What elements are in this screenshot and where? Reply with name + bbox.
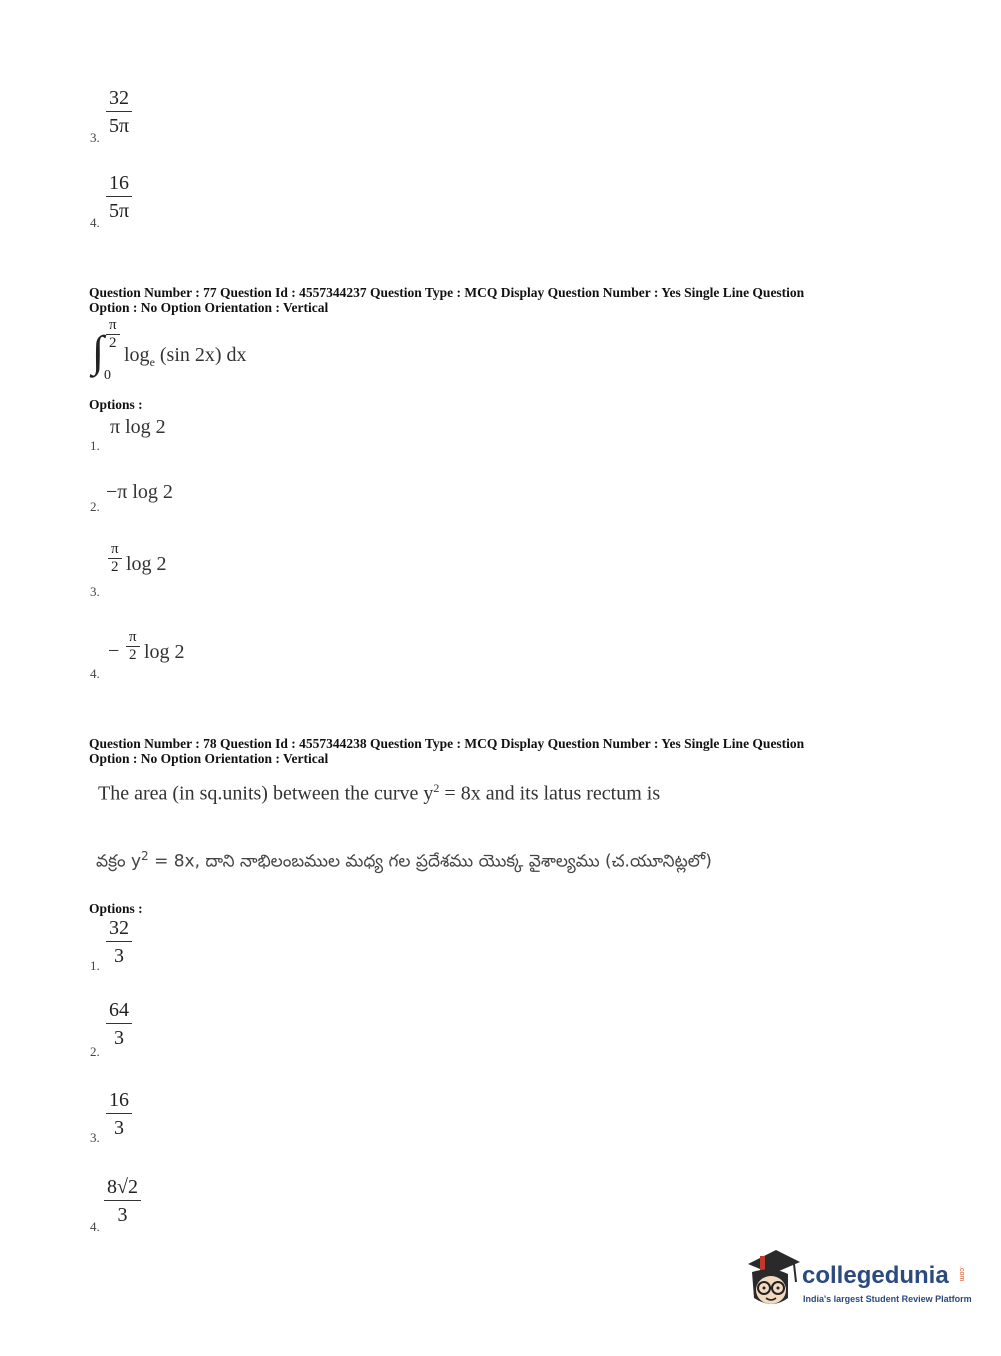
lower-limit: 0	[104, 368, 111, 383]
logo-com: .com	[958, 1266, 965, 1282]
option-number: 4.	[90, 666, 100, 681]
fraction	[106, 173, 132, 221]
option-suffix: log 2	[144, 641, 185, 663]
q77-integral-expression	[92, 318, 292, 388]
q78-question-telugu	[96, 849, 712, 876]
logo-tagline: India's largest Student Review Platform	[803, 1294, 972, 1304]
denominator: 3	[114, 1117, 124, 1139]
fraction	[106, 918, 132, 966]
q77-metadata	[89, 285, 889, 315]
fraction	[126, 630, 140, 663]
telugu-before: వక్రం y	[96, 851, 142, 872]
integral-sign: ∫	[92, 327, 105, 376]
option-number: 1.	[90, 438, 100, 453]
integrand	[124, 344, 247, 370]
stem-before: The area (in sq.units) between the curve y	[98, 782, 434, 805]
q77-meta-line2: Option : No Option Orientation : Vertical	[89, 300, 329, 315]
numerator: 32	[109, 87, 129, 109]
numerator: π	[111, 541, 119, 557]
option-number: 4.	[90, 215, 100, 230]
denominator: 3	[114, 945, 124, 967]
denominator: 3	[114, 1027, 124, 1049]
q78-metadata	[89, 736, 889, 766]
integrand-rest: (sin 2x) dx	[159, 344, 247, 366]
numerator: 8√2	[107, 1176, 138, 1198]
option-text: −π log 2	[106, 481, 173, 503]
numerator: 64	[109, 999, 129, 1021]
q78-meta-line2: Option : No Option Orientation : Vertical	[89, 751, 329, 766]
denominator: 2	[111, 559, 119, 575]
denominator: 5π	[108, 115, 130, 137]
numerator: 32	[109, 917, 129, 939]
minus-sign: −	[108, 640, 120, 662]
numerator: π	[129, 629, 137, 645]
mascot-icon	[742, 1248, 802, 1312]
log-base: e	[149, 355, 155, 369]
option-number: 2.	[90, 1044, 100, 1059]
telugu-after: = 8x, దాని నాభిలంబముల మధ్య గల ప్రదేశము యొక్క వైశాల్యము (చ.యూనిట్లలో)	[148, 851, 712, 872]
upper-limit-den: 2	[109, 335, 117, 351]
upper-limit-num: π	[109, 317, 117, 333]
option-number: 3.	[90, 1130, 100, 1145]
numerator: 16	[109, 1089, 129, 1111]
stem-exponent: 2	[433, 781, 440, 795]
collegedunia-logo[interactable]	[742, 1248, 972, 1318]
denominator: 3	[117, 1204, 128, 1226]
fraction	[106, 1000, 132, 1048]
option-number: 3.	[90, 130, 100, 145]
option-number: 3.	[90, 584, 100, 599]
logo-wordmark: collegedunia	[802, 1262, 949, 1289]
fraction	[104, 1177, 141, 1225]
q78-options-label: Options :	[89, 901, 143, 916]
denominator: 2	[129, 647, 137, 663]
q77-meta-line1: Question Number : 77 Question Id : 4557344237 Question Type : MCQ Display Question Number : Yes Single Line Question	[89, 285, 805, 300]
telugu-exponent: 2	[141, 849, 149, 863]
q78-meta-line1: Question Number : 78 Question Id : 4557344238 Question Type : MCQ Display Question Number : Yes Single Line Question	[89, 736, 805, 751]
option-number: 4.	[90, 1219, 100, 1234]
option-suffix: log 2	[126, 553, 167, 575]
numerator: 16	[109, 172, 129, 194]
upper-limit	[106, 318, 120, 351]
option-text: π log 2	[110, 416, 166, 438]
denominator: 5π	[108, 200, 130, 222]
fraction	[108, 542, 122, 575]
fraction	[106, 1090, 132, 1138]
fraction	[106, 88, 132, 136]
option-number: 1.	[90, 958, 100, 973]
q77-options-label: Options :	[89, 397, 143, 412]
log-text: log	[124, 344, 150, 366]
stem-after: = 8x and its latus rectum is	[439, 782, 661, 805]
q78-question-stem	[98, 781, 660, 806]
option-number: 2.	[90, 499, 100, 514]
